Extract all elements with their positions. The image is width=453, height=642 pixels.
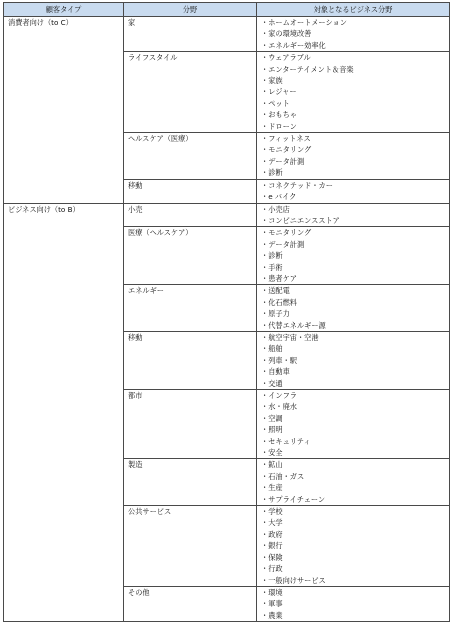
field-cell: 小売: [124, 203, 257, 227]
customer-type-cell: 消費者向け（to C）: [4, 17, 124, 204]
business-item: ・銀行: [261, 541, 283, 551]
business-item: ・コンビニエンスストア: [261, 215, 340, 225]
business-item: ・家の環境改善: [261, 29, 312, 39]
business-item: ・モニタリング: [261, 228, 312, 238]
business-item: ・自動車: [261, 367, 290, 377]
business-item: ・小売店: [261, 204, 290, 214]
target-business-cell: [257, 586, 450, 621]
table-row: [4, 17, 450, 52]
field-cell: エネルギー: [124, 285, 257, 332]
target-business-cell: [257, 285, 450, 332]
business-item: ・代替エネルギー源: [261, 320, 326, 330]
field-cell: 移動: [124, 179, 257, 203]
business-item: ・航空宇宙・空港: [261, 332, 319, 342]
business-item: ・コネクテッド・カー: [261, 180, 333, 190]
business-item: ・政府: [261, 529, 283, 539]
target-business-cell: [257, 331, 450, 389]
business-item: ・ペット: [261, 98, 290, 108]
business-item: ・レジャー: [261, 87, 297, 97]
field-cell: 都市: [124, 390, 257, 459]
target-business-cell: [257, 17, 450, 52]
business-item: ・空調: [261, 413, 283, 423]
business-item: ・生産: [261, 483, 283, 493]
field-cell: 家: [124, 17, 257, 52]
business-item: ・サプライチェーン: [261, 494, 326, 504]
field-cell: 医療（ヘルスケア）: [124, 227, 257, 285]
table-body: [4, 17, 450, 622]
business-item: ・セキュリティ: [261, 436, 311, 446]
field-cell: 移動: [124, 331, 257, 389]
target-business-cell: [257, 390, 450, 459]
target-business-cell: [257, 52, 450, 133]
business-item: ・化石燃料: [261, 297, 297, 307]
business-item: ・おもちゃ: [261, 110, 297, 120]
business-item: ・エンターテイメント＆音楽: [261, 64, 354, 74]
header-field: 分野: [124, 3, 257, 17]
business-item: ・ウェアラブル: [261, 53, 311, 63]
target-business-cell: [257, 506, 450, 587]
field-cell: その他: [124, 586, 257, 621]
business-field-table: [3, 2, 450, 622]
business-item: ・交通: [261, 378, 283, 388]
business-item: ・鉱山: [261, 460, 283, 470]
business-item: ・ドローン: [261, 121, 297, 131]
business-item: ・保険: [261, 552, 283, 562]
business-item: ・診断: [261, 168, 283, 178]
business-item: ・エネルギー効率化: [261, 40, 326, 50]
target-business-cell: [257, 459, 450, 506]
field-cell: 公共サービス: [124, 506, 257, 587]
field-cell: 製造: [124, 459, 257, 506]
target-business-cell: [257, 133, 450, 180]
business-item: ・モニタリング: [261, 145, 312, 155]
business-item: ・環境: [261, 587, 283, 597]
header-customer-type: 顧客タイプ: [4, 3, 124, 17]
business-item: ・学校: [261, 507, 283, 517]
target-business-cell: [257, 179, 450, 203]
business-item: ・データ計測: [261, 239, 305, 249]
business-item: ・列車・駅: [261, 355, 297, 365]
business-item: ・安全: [261, 448, 283, 458]
table-header-row: [4, 3, 450, 17]
business-item: ・家族: [261, 76, 283, 86]
business-item: ・一般向けサービス: [261, 575, 326, 585]
business-item: ・インフラ: [261, 391, 297, 400]
business-item: ・データ計測: [261, 156, 305, 166]
business-item: ・船舶: [261, 344, 283, 354]
business-item: ・ホームオートメーション: [261, 18, 347, 27]
business-item: ・原子力: [261, 309, 290, 319]
business-item: ・送配電: [261, 286, 290, 296]
business-item: ・行政: [261, 564, 283, 574]
business-item: ・農業: [261, 610, 283, 620]
business-item: ・フィットネス: [261, 134, 311, 144]
header-target-business: 対象となるビジネス分野: [257, 3, 450, 17]
field-cell: ライフスタイル: [124, 52, 257, 133]
business-item: ・患者ケア: [261, 273, 297, 283]
business-item: ・水・廃水: [261, 402, 297, 412]
business-item: ・e バイク: [261, 192, 297, 202]
business-item: ・大学: [261, 518, 283, 528]
business-item: ・手術: [261, 262, 283, 272]
business-item: ・軍事: [261, 599, 283, 609]
target-business-cell: [257, 203, 450, 227]
customer-type-cell: ビジネス向け（to B）: [4, 203, 124, 622]
target-business-cell: [257, 227, 450, 285]
business-item: ・診断: [261, 251, 283, 261]
field-cell: ヘルスケア（医療）: [124, 133, 257, 180]
business-item: ・石油・ガス: [261, 471, 305, 481]
table-row: [4, 203, 450, 227]
business-item: ・照明: [261, 425, 283, 435]
